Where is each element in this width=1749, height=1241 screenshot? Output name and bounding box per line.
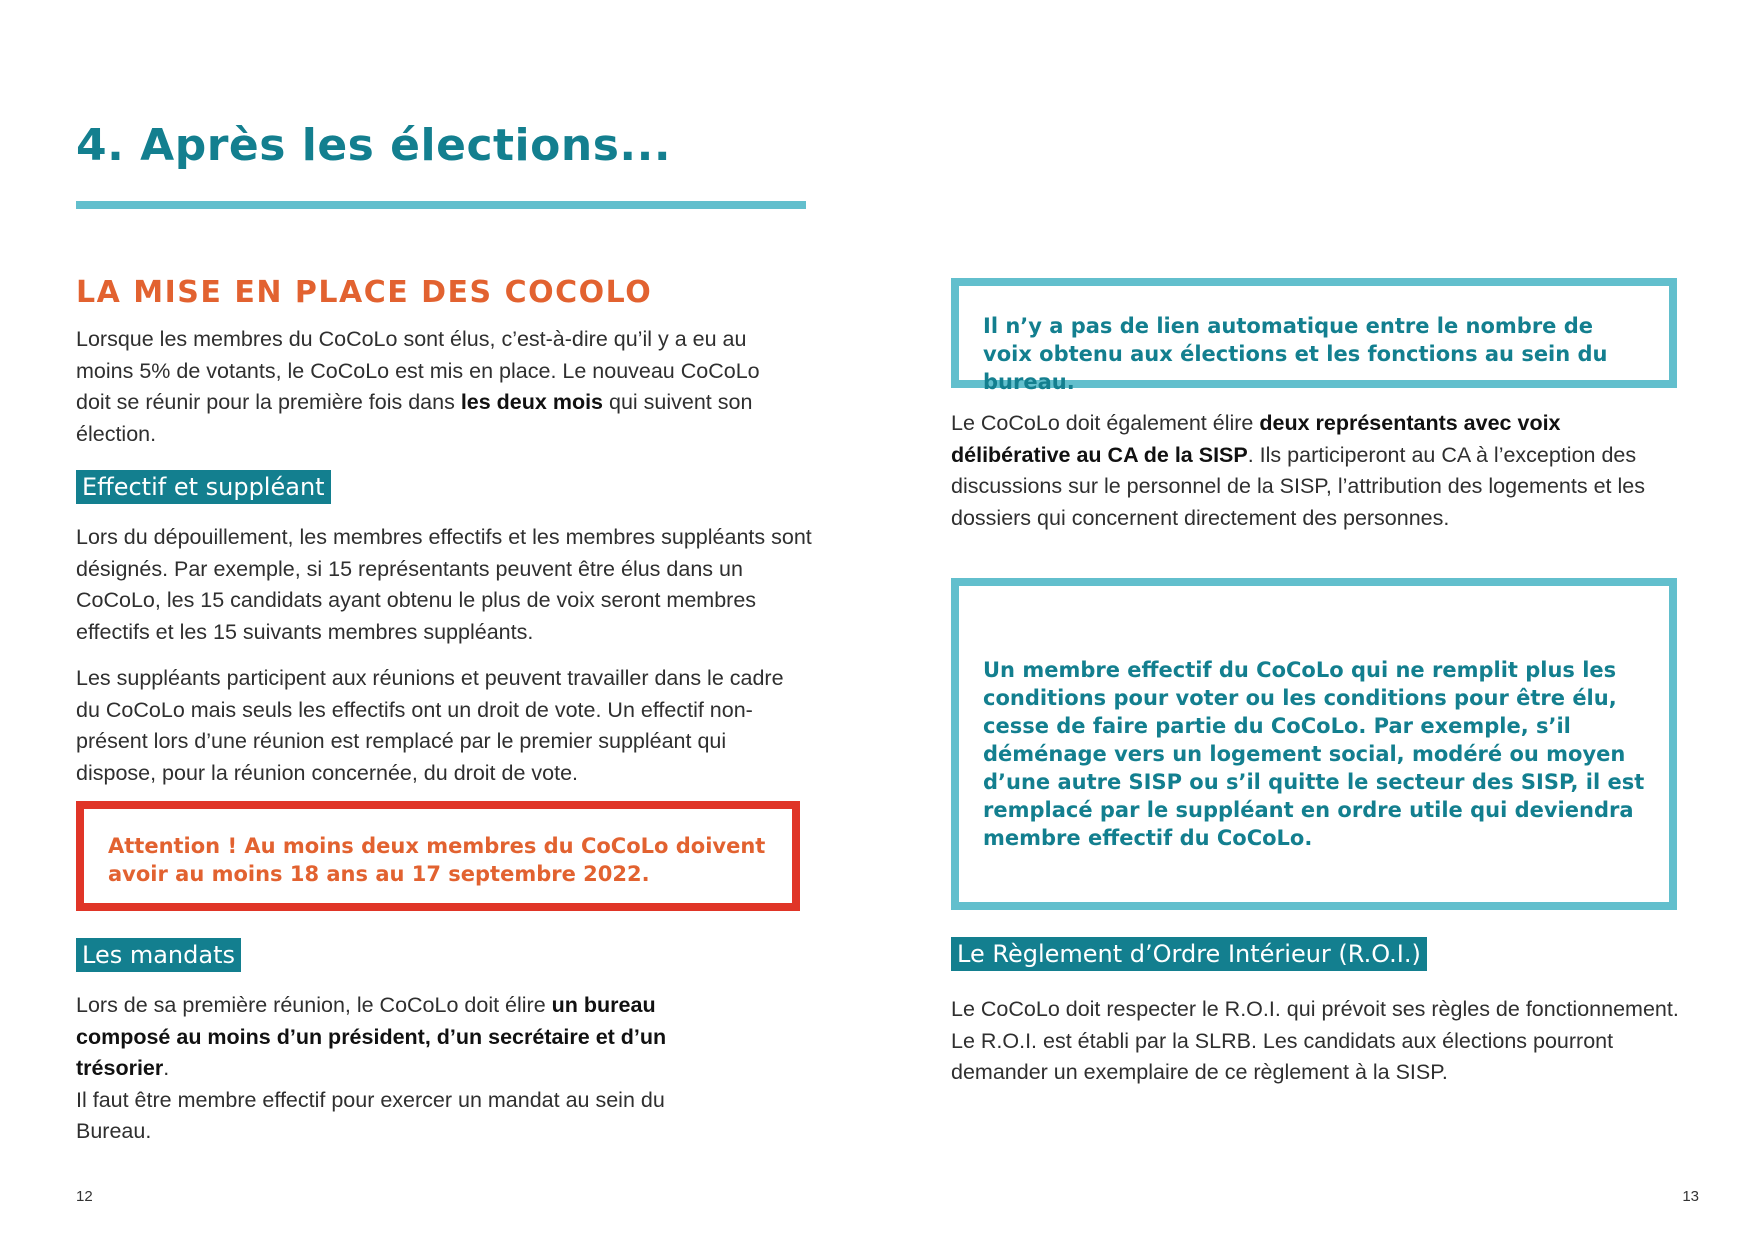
info-box-membre-effectif — [951, 578, 1677, 910]
left-page — [0, 0, 874, 1241]
mandats-text-3: Il faut être membre effectif pour exercer un mandat au sein du Bureau. — [76, 1087, 665, 1143]
roi-paragraph: Le CoCoLo doit respecter le R.O.I. qui prévoit ses règles de fonctionnement. Le R.O.I. est établi par la SLRB. Les candidats aux élections pourront demander un exemplaire de ce règlement à la SISP. — [951, 997, 1679, 1084]
representants-text-2: . Ils participeront au CA à l’exception des discussions sur le personnel de la SISP, l’attribution des logements et les dossiers qui concernent directement des personnes. — [951, 442, 1645, 530]
mandats-paragraph — [76, 990, 736, 1148]
tag-mandats: Les mandats — [76, 938, 241, 972]
info-box-bureau — [951, 278, 1677, 394]
intro-text-1: Lorsque les membres du CoCoLo sont élus, c’est-à-dire qu’il y a eu au moins 5% de votants, le CoCoLo est mis en place. Le nouveau CoCoLo doit se réunir pour la première fois dans — [76, 327, 760, 414]
page-number-left: 12 — [76, 1188, 93, 1205]
representants-text-1: Le CoCoLo doit également élire — [951, 411, 1260, 435]
intro-text-2: qui suivent son élection. — [76, 390, 753, 446]
attention-box — [76, 801, 800, 911]
info-box-bureau-text: Il n’y a pas de lien automatique entre le nombre de voix obtenu aux élections et les fonctions au sein du bureau. — [983, 314, 1608, 394]
tag-roi: Le Règlement d’Ordre Intérieur (R.O.I.) — [951, 937, 1427, 971]
suppleants-paragraph: Les suppléants participent aux réunions et peuvent travailler dans le cadre du CoCoLo mais seuls les effectifs ont un droit de vote. Un effectif non-présent lors d’une réunion est remplacé par le premier suppléant qui dispose, pour la réunion concernée, du droit de vote. — [76, 666, 784, 785]
representants-paragraph — [951, 408, 1671, 534]
intro-paragraph — [76, 324, 796, 450]
page-title: 4. Après les élections... — [76, 120, 672, 171]
mandats-text-2: . — [163, 1056, 170, 1080]
page-number-right: 13 — [1682, 1188, 1699, 1205]
attention-text: Attention ! Au moins deux membres du CoCoLo doivent avoir au moins 18 ans au 17 septembre 2022. — [108, 834, 766, 886]
section-heading: LA MISE EN PLACE DES COCOLO — [76, 275, 653, 310]
intro-bold: les deux mois — [460, 390, 604, 414]
tag-effectif-suppleant: Effectif et suppléant — [76, 470, 331, 504]
depouillement-paragraph: Lors du dépouillement, les membres effectifs et les membres suppléants sont désignés. Par exemple, si 15 représentants peuvent être élus dans un CoCoLo, les 15 candidats ayant obtenu le plus de voix seront membres effectifs et les 15 suivants membres suppléants. — [76, 525, 812, 644]
representants-bold: deux représentants avec voix délibérative au CA de la SISP — [951, 411, 1561, 467]
title-underline — [76, 201, 806, 209]
mandats-text-1: Lors de sa première réunion, le CoCoLo doit élire — [76, 993, 552, 1017]
right-page — [875, 0, 1749, 1241]
info-box-membre-effectif-text: Un membre effectif du CoCoLo qui ne remplit plus les conditions pour voter ou les conditions pour être élu, cesse de faire partie du CoCoLo. Par exemple, s’il déménage vers un logement social, modéré ou moyen d’une autre SISP ou s’il quitte le secteur des SISP, il est remplacé par le suppléant en ordre utile qui deviendra membre effectif du CoCoLo. — [983, 658, 1645, 850]
mandats-bold: un bureau composé au moins d’un président, d’un secrétaire et d’un trésorier — [76, 993, 667, 1080]
